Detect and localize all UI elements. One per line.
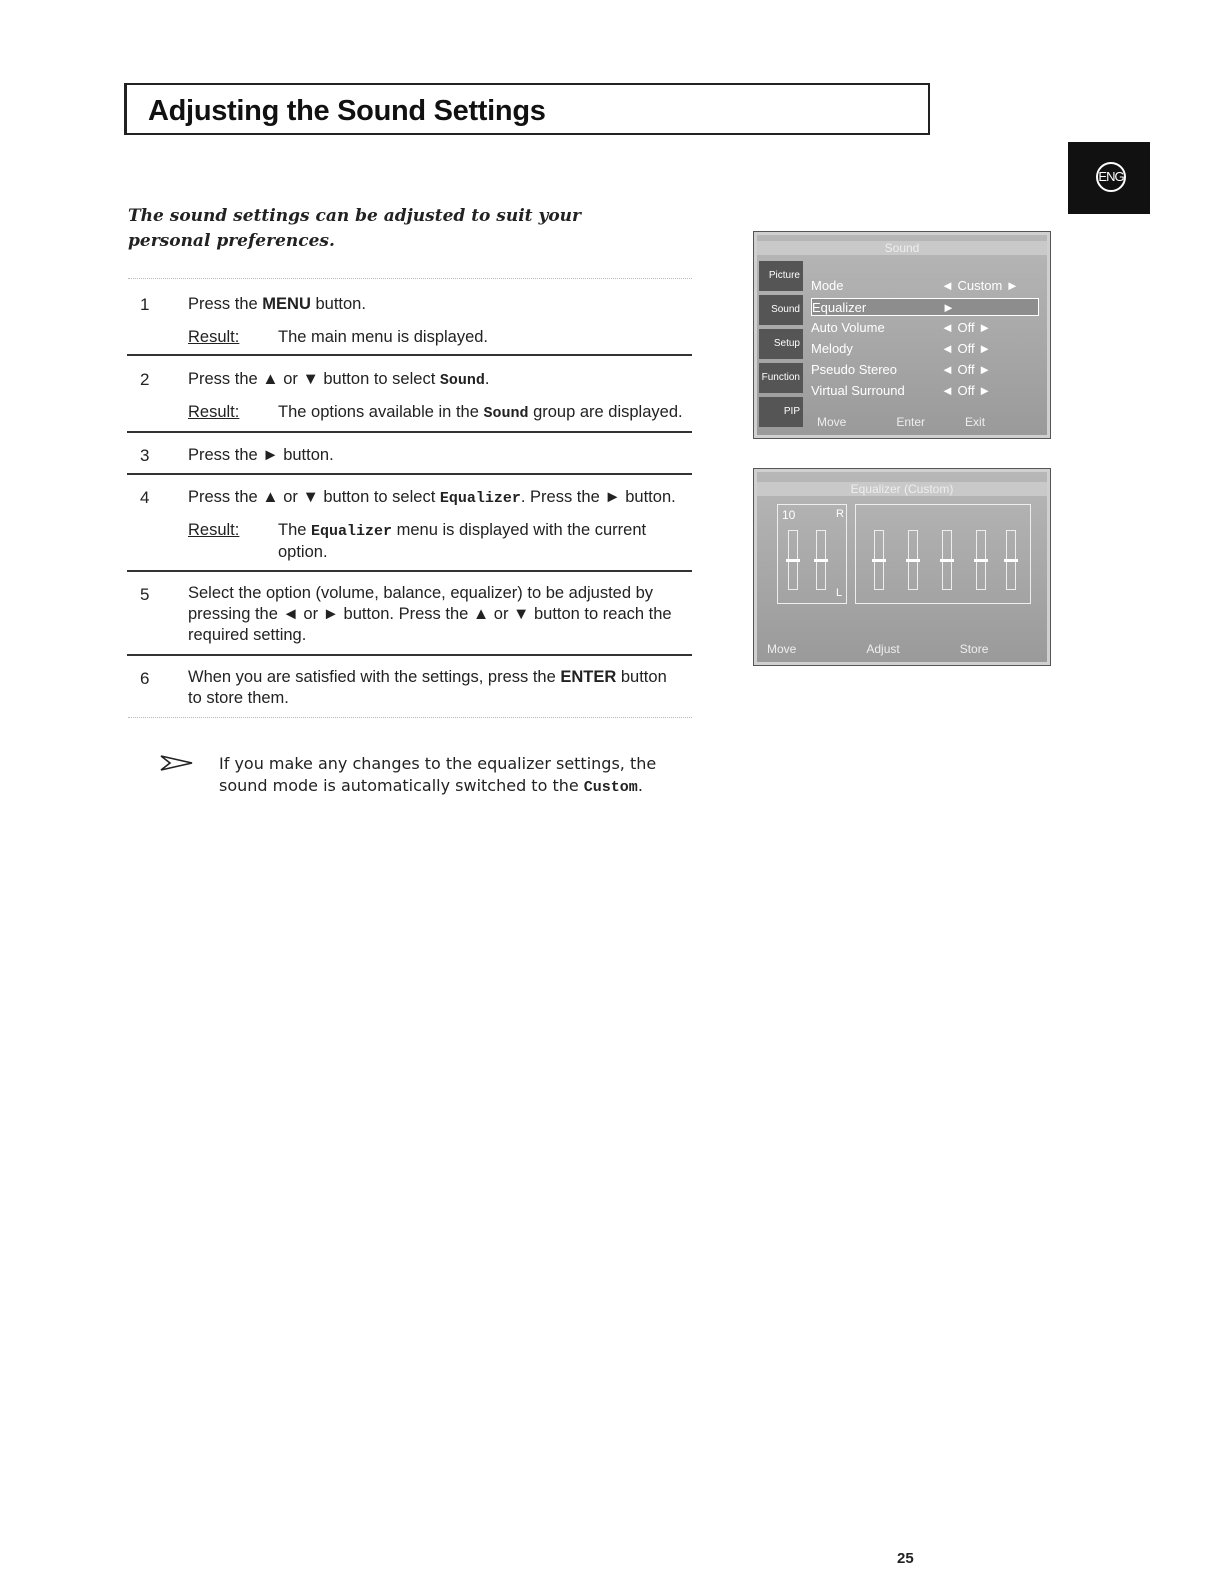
osd-row-auto-volume: Auto Volume ◄ Off ► [811,320,992,335]
osd-panel [757,235,1047,435]
osd-panel [757,472,1047,662]
language-tab [1068,142,1150,214]
equalizer-panel [855,504,1031,604]
note-arrow-icon [160,754,194,772]
step-divider [127,473,692,475]
step-3-text: Press the ► button. [188,446,334,464]
result-label: Result: [188,328,240,346]
eq-band-slider [908,530,918,590]
result-text: The main menu is displayed. [278,328,489,346]
step-5-line: required setting. [188,626,307,644]
step-2-text: Press the ▲ or ▼ button to select Sound. [188,370,490,389]
note-text: If you make any changes to the equalizer settings, the sound mode is automatically switched to the Custom. [219,754,657,796]
step-divider [127,654,692,656]
eq-level: 10 [782,508,796,522]
osd-row-equalizer: Equalizer ► [811,298,1039,316]
eq-band-slider [1006,530,1016,590]
dotted-divider [128,717,692,718]
eng-badge: ENG [1096,162,1126,192]
osd-title: Equalizer (Custom) [757,482,1047,496]
page-number: 25 [897,1550,914,1567]
step-number: 2 [140,370,150,389]
eq-band-slider [976,530,986,590]
osd-row-virtual-surround: Virtual Surround ◄ Off ► [811,383,992,398]
step-6-text: When you are satisfied with the settings, press the ENTER button [188,668,667,686]
step-1-text: Press the MENU button. [188,295,366,313]
equalizer-screenshot [753,468,1051,666]
osd-footer: Move Enter Exit [817,415,986,429]
result-label: Result: [188,521,240,539]
step-divider [127,354,692,356]
step-number: 3 [140,446,150,465]
osd-row-melody: Melody ◄ Off ► [811,341,992,356]
step-4-text: Press the ▲ or ▼ button to select Equalizer. Press the ► button. [188,488,676,507]
result-text: The Equalizer menu is displayed with the current option. [278,521,647,561]
volume-slider [788,530,798,590]
title-box [124,83,930,135]
step-5-line: Select the option (volume, balance, equalizer) to be adjusted by [188,584,654,602]
dotted-divider [128,278,692,279]
step-5-line: pressing the ◄ or ► button. Press the ▲ or ▼ button to reach the [188,605,672,623]
sound-menu-screenshot [753,231,1051,439]
intro-text: The sound settings can be adjusted to suit your personal preferences. [128,206,581,251]
osd-row-pseudo-stereo: Pseudo Stereo ◄ Off ► [811,362,992,377]
osd-side-pip: PIP [759,397,803,427]
step-number: 5 [140,585,150,604]
result-label: Result: [188,403,240,421]
balance-panel [777,504,847,604]
osd-side-function: Function [759,363,803,393]
osd-footer: Move Adjust Store [767,642,989,656]
page-title: Adjusting the Sound Settings [148,95,546,127]
step-divider [127,570,692,572]
step-number: 4 [140,488,150,507]
eq-band-slider [942,530,952,590]
eq-right-label: R [836,508,844,520]
step-6-line: to store them. [188,689,289,707]
step-number: 1 [140,295,150,314]
osd-title: Sound [757,241,1047,255]
osd-side-picture: Picture [759,261,803,291]
osd-row-mode: Mode ◄ Custom ► [811,278,1019,293]
step-number: 6 [140,669,150,688]
osd-side-sound: Sound [759,295,803,325]
step-divider [127,431,692,433]
osd-side-setup: Setup [759,329,803,359]
balance-slider [816,530,826,590]
result-text: The options available in the Sound group are displayed. [278,403,683,422]
eq-left-label: L [836,587,843,599]
eq-band-slider [874,530,884,590]
